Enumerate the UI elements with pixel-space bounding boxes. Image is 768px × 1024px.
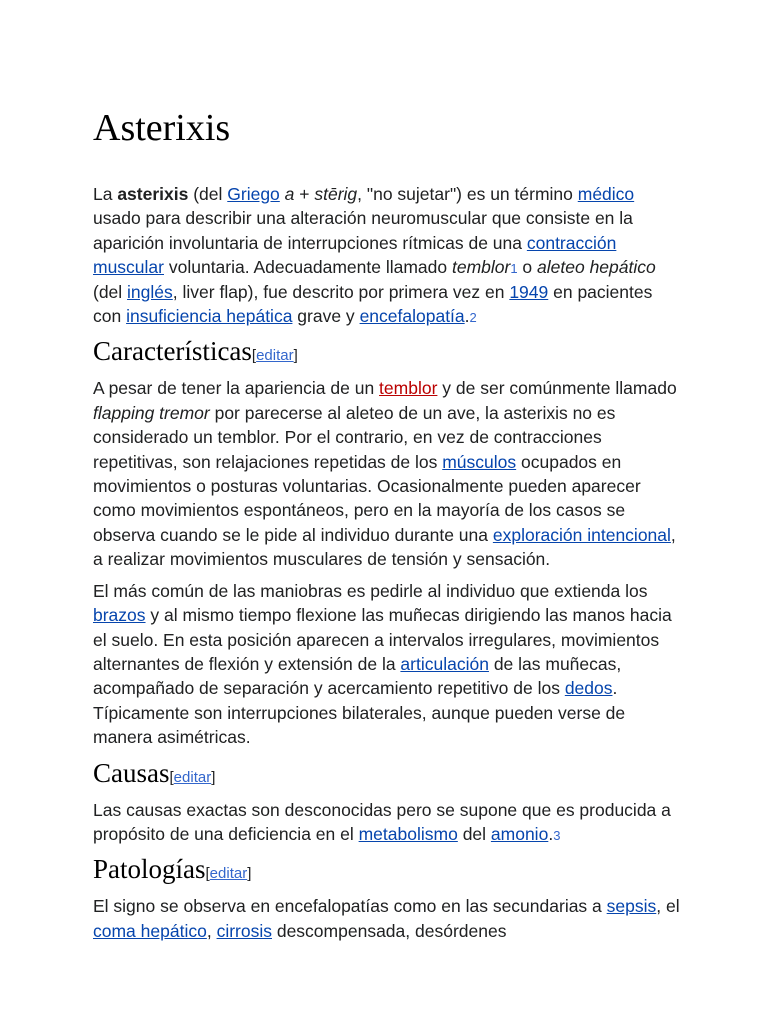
- link-medico[interactable]: médico: [577, 184, 635, 204]
- italic-temblor: temblor: [451, 257, 511, 278]
- link-brazos[interactable]: brazos: [93, 605, 146, 626]
- edit-section: [editar]: [169, 768, 216, 786]
- text: usado para describir una alteración neuromuscular que consiste en la aparición involuntaria de interrupciones rítmicas de una: [93, 208, 633, 253]
- link-ingles[interactable]: inglés: [127, 281, 173, 302]
- text: . Típicamente son interrupciones bilaterales, aunque pueden verse de manera asimétricas.: [93, 678, 626, 748]
- text: La: [93, 184, 118, 204]
- reference-1[interactable]: 1: [510, 261, 518, 277]
- edit-link[interactable]: editar: [173, 768, 212, 786]
- article-content: [93, 104, 683, 950]
- text: +: [294, 184, 315, 204]
- link-amonio[interactable]: amonio: [490, 823, 549, 844]
- text: (del: [93, 281, 128, 302]
- link-sepsis[interactable]: sepsis: [606, 896, 657, 917]
- intro-paragraph: [93, 182, 683, 328]
- text: , el: [656, 896, 680, 917]
- edit-section: [editar]: [251, 347, 298, 365]
- link-1949[interactable]: 1949: [509, 281, 549, 302]
- text: del: [457, 823, 491, 844]
- link-articulacion[interactable]: articulación: [400, 653, 489, 674]
- italic-aleteo-hepatico: aleteo hepático: [537, 257, 656, 278]
- text: ,: [206, 920, 217, 941]
- bold-term: asterixis: [117, 184, 189, 204]
- text: voluntaria. Adecuadamente llamado: [164, 257, 452, 278]
- heading-text: Causas: [93, 757, 170, 788]
- text: descompensada, desórdenes: [271, 920, 507, 941]
- text: de las muñecas, acompañado de separación y acercamiento repetitivo de los: [93, 653, 622, 699]
- link-griego[interactable]: Griego: [227, 184, 280, 204]
- heading-text: Patologías: [93, 854, 206, 885]
- heading-text: Características: [93, 336, 252, 367]
- text: .: [548, 823, 554, 844]
- text: y de ser comúnmente llamado: [437, 378, 677, 399]
- italic-sterig: stērig: [314, 184, 358, 204]
- patologias-paragraph: [93, 894, 683, 943]
- text: (del: [188, 184, 228, 204]
- link-temblor[interactable]: temblor: [379, 378, 438, 399]
- link-musculos[interactable]: músculos: [442, 451, 517, 472]
- text: , a realizar movimientos musculares de tensión y sensación.: [93, 524, 676, 570]
- italic-flapping-tremor: flapping tremor: [93, 402, 210, 423]
- text: y al mismo tiempo flexione las muñecas dirigiendo las manos hacia el suelo. En esta posición aparecen a intervalos irregulares, movimientos alternantes de flexión y extensión de la: [93, 605, 672, 674]
- text: o: [517, 257, 538, 278]
- text: Las causas exactas son desconocidas pero se supone que es producida a propósito de una deficiencia en el: [93, 799, 671, 844]
- link-dedos[interactable]: dedos: [564, 678, 613, 699]
- section-heading-caracteristicas: [93, 335, 683, 372]
- link-encefalopatia[interactable]: encefalopatía: [359, 306, 465, 327]
- causas-paragraph: [93, 798, 683, 847]
- section-heading-patologias: [93, 853, 683, 890]
- text: en pacientes con: [93, 281, 653, 327]
- page-title: Asterixis: [93, 107, 231, 149]
- link-coma-hepatico[interactable]: coma hepático: [93, 920, 207, 941]
- text: grave y: [292, 306, 360, 327]
- link-cirrosis[interactable]: cirrosis: [216, 920, 272, 941]
- edit-link[interactable]: editar: [256, 347, 294, 365]
- link-contraccion-muscular[interactable]: contracción muscular: [93, 232, 617, 278]
- caracteristicas-paragraph-2: [93, 579, 683, 750]
- text: A pesar de tener la apariencia de un: [93, 378, 380, 399]
- text: .: [464, 306, 470, 327]
- edit-link[interactable]: editar: [209, 865, 248, 883]
- text: por parecerse al aleteo de un ave, la asterixis no es considerado un temblor. Por el contrario, en vez de contracciones repetitivas, son relajaciones repetidas de los: [93, 402, 616, 472]
- link-exploracion-intencional[interactable]: exploración intencional: [492, 524, 671, 545]
- link-metabolismo[interactable]: metabolismo: [358, 823, 458, 844]
- text: El signo se observa en encefalopatías como en las secundarias a: [93, 896, 607, 917]
- text: , "no sujetar") es un término: [357, 184, 578, 204]
- reference-2[interactable]: 2: [469, 310, 477, 326]
- link-insuficiencia-hepatica[interactable]: insuficiencia hepática: [126, 306, 293, 327]
- reference-3[interactable]: 3: [553, 827, 561, 843]
- edit-section: [editar]: [205, 865, 252, 883]
- section-heading-causas: [93, 757, 683, 794]
- caracteristicas-paragraph-1: [93, 376, 683, 571]
- italic-a: a: [284, 184, 295, 204]
- text: ocupados en movimientos o posturas voluntarias. Ocasionalmente pueden aparecer como movimientos espontáneos, pero en la mayoría de los casos se observa cuando se le pide al individuo durante una: [93, 451, 641, 545]
- text: , liver flap), fue descrito por primera vez en: [172, 281, 510, 302]
- text: El más común de las maniobras es pedirle al individuo que extienda los: [93, 580, 648, 601]
